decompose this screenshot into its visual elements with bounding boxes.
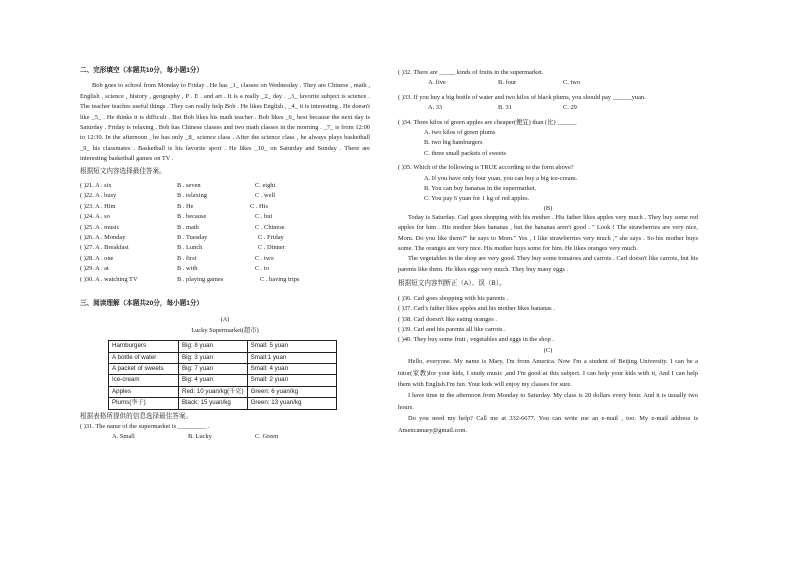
- cloze-section-title: 二、完形填空（本题共10分，每小题1分）: [80, 67, 204, 74]
- question-row-25: ( )25. A . music B . math C . Chinese: [80, 223, 285, 231]
- true-false-instruction: 根据短文内容判断正（A）、误（B）。: [398, 280, 506, 288]
- question-38: ( )38. Carl doesn't like eating oranges .: [398, 315, 497, 323]
- question-row-28: ( )28. A . one B . first C . two: [80, 254, 274, 262]
- price-table: [108, 340, 337, 409]
- left-column: [80, 66, 370, 443]
- question-row-21: ( )21. A . six B . seven C. eight: [80, 182, 276, 190]
- question-34-option-c: C. three small packets of sweets: [424, 149, 506, 157]
- passage-c-paragraph-3: Do you need my help? Call me at 332-6677. You can write me an e-mail , too. My e-mail address is Amencamary@gmail.com.: [398, 415, 698, 434]
- passage-a-label: (A): [220, 316, 230, 324]
- question-39: ( )39. Carl and his parents all like carrots .: [398, 325, 506, 333]
- question-33-options: A. 33 B. 31 C. 29: [428, 104, 577, 112]
- cloze-passage: Bob goes to school from Monday to Friday . He has _1_ classes on Wednesday . They are Chinese , math , English , science , history , geography , P . E . and art . It is a really _2_ day . _3_ favorite subject is science . The teacher teaches useful things . They can really help Bob . He likes English , _4_ it is interesting . He doesn't like _5_ . He thinks it is difficult . But Bob likes his math teacher . Bob likes _6_ best because the next day is Saturday . Friday is relaxing . Bob has Chinese classes and two math classes in the morning . _7_ is from 12:00 to 12:30. In the afternoon , he has only _8_ science class . After the science class , he always plays basketball _9_ his classmates . Basketball is his favorite sport . He likes _10_ on Saturday and Sunday . There are interesting basketball games on TV .: [80, 82, 370, 163]
- passage-b-label: (B): [543, 204, 553, 212]
- table-row: Apples Red: 10 yuan/kg(千克) Green: 6 yuan/kg: [109, 386, 337, 397]
- right-column: [398, 68, 698, 436]
- question-row-22: ( )22. A . busy B . relaxing C . well: [80, 192, 276, 200]
- question-31-options: A. Small B. Lucky C. Green: [112, 433, 279, 441]
- passage-c-label: (C): [543, 346, 553, 354]
- question-32-options: A. five B. four C. two: [428, 79, 581, 87]
- question-row-24: ( )24. A . so B . because C . but: [80, 213, 273, 221]
- passage-c-paragraph-1: Hello, everyone. My name is Mary, I'm from America. Now I'm a student of Beijing University. I can be a tutor(家教)for your kids, I study music ,and I'm good at this subject. I can help your kids with it, And I can help them with English.I'm fun. Your kids will enjoy my classes for sure.: [398, 358, 698, 388]
- question-35-option-c: C. You pay 6 yuan for 1 kg of red apples.: [424, 195, 530, 203]
- passage-b-paragraph-2: The vegetables in the shop are very good. They buy some tomatoes and carrots . Carl doesn't like carrots, but his parents like them. He likes eggs very much. They buy many eggs .: [398, 255, 698, 273]
- passage-a-title: Lucky Supermarket(超市): [191, 326, 259, 334]
- question-row-27: ( )27. A . Breakfast B . Lunch C . Dinner: [80, 244, 285, 252]
- reading-instruction: 根据表格所提供的信息选择最佳答案。: [80, 412, 193, 420]
- passage-c-paragraph-2: I have time in the afternoon from Monday to Saturday. My class is 20 dollars every hour. And it is usually two hours.: [398, 392, 698, 411]
- table-row: A bottle of water Big: 3 yuan Small:1 yuan: [109, 352, 337, 363]
- question-34-option-a: A. two kilos of green plums: [424, 129, 496, 136]
- passage-b-paragraph-1: Today is Saturday. Carl goes shopping with his mother . His father likes apples very much . They buy some red apples for him . His mother likes bananas , but the bananas aren't good . " Look ! The strawberries are very nice, Mom. Do you like them?" he says to Mom." Yes , I like strawberries very much ," she says . So his mother buys some. The oranges are very nice. His mother buys some for him. He likes oranges very much.: [398, 213, 698, 253]
- question-37: ( )37. Carl's father likes apples and his mother likes bananas .: [398, 305, 555, 313]
- table-row: Ice-cream Big: 4 yuan Small: 2 yuan: [109, 375, 337, 386]
- question-row-29: ( )29. A . at B . with C . to: [80, 265, 270, 273]
- question-34-stem: ( )34. Three kilos of green apples are cheaper(便宜) than (比) ______: [398, 118, 577, 126]
- question-40: ( )40. They buy some fruit , vegetables and eggs in the shop .: [398, 336, 555, 344]
- table-row: A packet of sweets Big: 7 yuan Small: 4 yuan: [109, 364, 337, 375]
- question-34-option-b: B. two big hamburgers: [424, 139, 483, 147]
- question-35-stem: ( )35. Which of the following is TRUE according to the form above?: [398, 164, 574, 172]
- question-36: ( )36. Carl goes shopping with his parents .: [398, 294, 509, 302]
- question-32-stem: ( )32. There are _____ kinds of fruits in the supermarket.: [398, 69, 544, 76]
- table-row: Plums(李子) Black: 15 yuan/kg Green: 13 yuan/kg: [109, 398, 337, 409]
- question-35-option-b: B. You can buy bananas in the supermarket.: [424, 185, 537, 193]
- table-row: Hamburgers Big: 8 yuan Small: 5 yuan: [109, 341, 337, 352]
- reading-section-title: 三、阅读理解（本题共20分，每小题1分）: [80, 299, 204, 307]
- question-33-stem: ( )33. If you buy a big bottle of water and two kilos of black plums, you should pay ______yuan.: [398, 93, 646, 101]
- question-35-option-a: A. If you have only four yuan, you can buy a big ice-cream.: [424, 174, 578, 182]
- question-row-23: ( )23. A . Him B . He C . His: [80, 202, 268, 210]
- question-31-stem: ( )31. The name of the supermarket is _________ .: [80, 423, 210, 431]
- question-row-26: ( )26. A . Monday B . Tuesday C . Friday: [80, 234, 284, 242]
- question-row-30: ( )30. A . watching TV B . playing games C . having trips: [80, 275, 300, 283]
- cloze-instruction: 根据短文内容选择最佳答案。: [80, 167, 166, 175]
